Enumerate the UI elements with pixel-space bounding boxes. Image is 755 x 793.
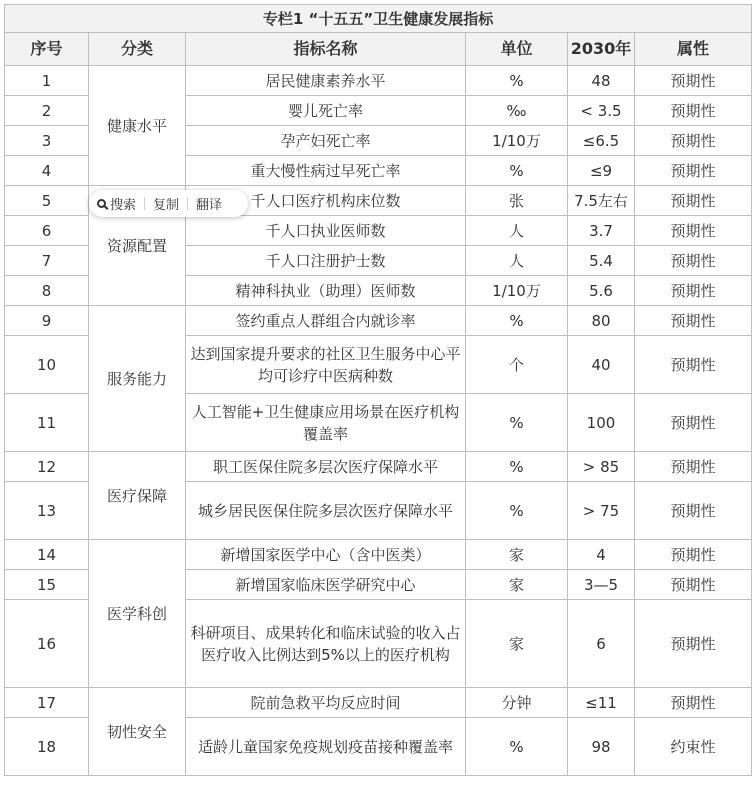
cell-value: 5.4 [568,246,635,276]
category-cell: 服务能力 [89,306,186,452]
category-cell: 健康水平 [89,66,186,186]
category-cell: 医疗保障 [89,452,186,540]
cell-value: 48 [568,66,635,96]
copy-label: 复制 [153,198,180,213]
cell-attr: 预期性 [635,66,752,96]
cell-name: 精神科执业（助理）医师数 [186,276,466,306]
cell-attr: 预期性 [635,306,752,336]
cell-name: 签约重点人群组合内就诊率 [186,306,466,336]
search-label: 搜索 [110,198,137,213]
cell-value: > 85 [568,452,635,482]
table-row [5,688,752,718]
selection-toolbar [89,190,248,217]
cell-no: 7 [5,246,89,276]
cell-value: 98 [568,718,635,776]
cell-unit: 1/10万 [466,276,568,306]
search-icon [97,199,106,208]
translate-label: 翻译 [196,198,223,213]
cell-unit: 人 [466,216,568,246]
cell-name: 科研项目、成果转化和临床试验的收入占医疗收入比例达到5%以上的医疗机构 [186,600,466,688]
cell-name: 适龄儿童国家免疫规划疫苗接种覆盖率 [186,718,466,776]
cell-attr: 预期性 [635,126,752,156]
cell-no: 1 [5,66,89,96]
cell-name: 婴儿死亡率 [186,96,466,126]
cell-value: 5.6 [568,276,635,306]
cell-attr: 预期性 [635,570,752,600]
cell-name: 新增国家临床医学研究中心 [186,570,466,600]
table-title: 专栏1 “十五五”卫生健康发展指标 [5,5,752,33]
header-name: 指标名称 [186,33,466,66]
cell-unit: 张 [466,186,568,216]
cell-value: < 3.5 [568,96,635,126]
header-category: 分类 [89,33,186,66]
cell-unit: 人 [466,246,568,276]
cell-unit: ‰ [466,96,568,126]
cell-attr: 预期性 [635,186,752,216]
cell-value: ≤11 [568,688,635,718]
header-unit: 单位 [466,33,568,66]
search-button[interactable] [89,190,144,217]
cell-name: 新增国家医学中心（含中医类） [186,540,466,570]
cell-value: 7.5左右 [568,186,635,216]
cell-name: 达到国家提升要求的社区卫生服务中心平均可诊疗中医病种数 [186,336,466,394]
cell-unit: % [466,156,568,186]
cell-no: 12 [5,452,89,482]
cell-no: 15 [5,570,89,600]
cell-value: 3—5 [568,570,635,600]
cell-unit: 个 [466,336,568,394]
cell-no: 3 [5,126,89,156]
cell-no: 14 [5,540,89,570]
cell-unit: 家 [466,600,568,688]
cell-attr: 预期性 [635,600,752,688]
cell-unit: % [466,718,568,776]
cell-name: 千人口执业医师数 [186,216,466,246]
cell-value: 6 [568,600,635,688]
cell-attr: 预期性 [635,96,752,126]
cell-value: 40 [568,336,635,394]
cell-name: 城乡居民医保住院多层次医疗保障水平 [186,482,466,540]
header-2030: 2030年 [568,33,635,66]
cell-name: 职工医保住院多层次医疗保障水平 [186,452,466,482]
table-row [5,66,752,96]
cell-attr: 预期性 [635,482,752,540]
cell-attr: 预期性 [635,246,752,276]
cell-value: 4 [568,540,635,570]
header-no: 序号 [5,33,89,66]
translate-button[interactable] [188,190,230,217]
cell-unit: % [466,66,568,96]
cell-value: ≤9 [568,156,635,186]
cell-attr: 预期性 [635,156,752,186]
cell-unit: 1/10万 [466,126,568,156]
cell-no: 16 [5,600,89,688]
category-cell: 韧性安全 [89,688,186,776]
table-row [5,540,752,570]
cell-no: 18 [5,718,89,776]
category-cell: 医学科创 [89,540,186,688]
cell-unit: % [466,306,568,336]
cell-no: 4 [5,156,89,186]
cell-attr: 预期性 [635,394,752,452]
cell-unit: % [466,452,568,482]
cell-name: 居民健康素养水平 [186,66,466,96]
cell-value: 80 [568,306,635,336]
table-row [5,306,752,336]
cell-name: 千人口医疗机构床位数 [186,186,466,216]
cell-attr: 预期性 [635,276,752,306]
cell-unit: 家 [466,540,568,570]
table-row [5,452,752,482]
cell-no: 8 [5,276,89,306]
category-cell: 资源配置 [89,186,186,306]
cell-no: 17 [5,688,89,718]
cell-attr: 预期性 [635,336,752,394]
cell-no: 2 [5,96,89,126]
cell-name: 人工智能+卫生健康应用场景在医疗机构覆盖率 [186,394,466,452]
cell-no: 6 [5,216,89,246]
cell-value: > 75 [568,482,635,540]
cell-unit: 分钟 [466,688,568,718]
cell-no: 10 [5,336,89,394]
header-attribute: 属性 [635,33,752,66]
cell-no: 5 [5,186,89,216]
cell-attr: 预期性 [635,688,752,718]
cell-value: ≤6.5 [568,126,635,156]
cell-name: 千人口注册护士数 [186,246,466,276]
cell-name: 院前急救平均反应时间 [186,688,466,718]
indicator-table [4,4,752,776]
cell-no: 11 [5,394,89,452]
cell-attr: 预期性 [635,452,752,482]
cell-unit: 家 [466,570,568,600]
cell-no: 13 [5,482,89,540]
cell-value: 100 [568,394,635,452]
cell-attr: 预期性 [635,216,752,246]
cell-name: 重大慢性病过早死亡率 [186,156,466,186]
cell-attr: 预期性 [635,540,752,570]
cell-unit: % [466,482,568,540]
cell-unit: % [466,394,568,452]
cell-value: 3.7 [568,216,635,246]
cell-name: 孕产妇死亡率 [186,126,466,156]
copy-button[interactable] [145,190,187,217]
cell-no: 9 [5,306,89,336]
cell-attr: 约束性 [635,718,752,776]
